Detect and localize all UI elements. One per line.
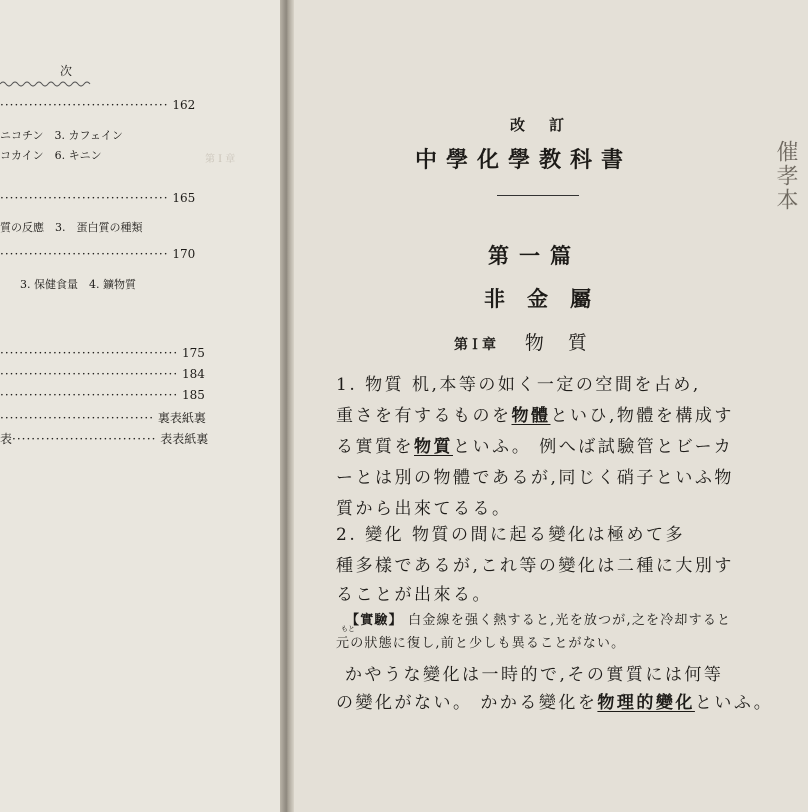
experiment-line: 【實驗】 白金線を强く熱すると,光を放つが,之を冷却すると bbox=[346, 613, 732, 628]
book-gutter bbox=[280, 0, 294, 812]
toc-entry: ····································· 175 bbox=[0, 346, 205, 360]
paragraph-line: 質から出來てるる。 bbox=[336, 499, 512, 519]
revised-label: 改訂 bbox=[510, 116, 589, 134]
toc-entry: ····································· 184 bbox=[0, 367, 205, 381]
term-underlined: 物理的變化 bbox=[597, 693, 695, 713]
part-title: 非金屬 bbox=[484, 286, 613, 311]
toc-entry: ··································· 165 bbox=[0, 191, 196, 205]
handwritten-note: 催孝本 bbox=[773, 140, 798, 212]
chapter-title: 物質 bbox=[524, 332, 611, 354]
toc-entry: ··································· 162 bbox=[0, 98, 196, 112]
term-underlined: 物體 bbox=[511, 406, 551, 426]
paragraph-line: 種多樣であるが,これ等の變化は二種に大別す bbox=[336, 556, 734, 576]
wavy-divider bbox=[0, 80, 95, 88]
experiment-line: 元の狀態に復し,前と少しも異ることがない。 bbox=[336, 636, 626, 651]
title-rule bbox=[497, 195, 579, 196]
ruby-annotation: もと bbox=[341, 625, 355, 633]
paragraph-line: る實質を物質といふ。 例へば試驗管とビーカ bbox=[336, 437, 734, 457]
paragraph-line: の變化がない。 かかる變化を物理的變化といふ。 bbox=[336, 693, 774, 713]
toc-entry: 表······························ 表表紙裏 bbox=[0, 432, 209, 446]
toc-entry: ··································· 170 bbox=[0, 247, 196, 261]
bleed-through-text: 第 I 章 bbox=[205, 154, 236, 165]
toc-subentry: 質の反應 3. 蛋白質の種類 bbox=[0, 221, 143, 234]
chapter-label: 第Ｉ章 bbox=[454, 337, 496, 353]
left-page bbox=[0, 0, 280, 812]
experiment-label: 【實驗】 bbox=[346, 613, 403, 628]
toc-subentry: 3. 保健食量 4. 鑛物質 bbox=[20, 278, 136, 291]
book-title: 中學化學教科書 bbox=[415, 147, 633, 173]
chapter-heading bbox=[454, 328, 611, 355]
term-underlined: 物質 bbox=[414, 437, 453, 457]
part-heading: 第一篇 bbox=[488, 243, 581, 268]
toc-heading: 次 bbox=[60, 64, 75, 78]
paragraph-line: 1. 物質 机,本等の如く一定の空間を占め, bbox=[336, 375, 701, 395]
toc-entry: ································ 裏表紙裏 bbox=[0, 411, 206, 425]
paragraph-line: 2. 變化 物質の間に起る變化は極めて多 bbox=[336, 525, 686, 545]
paragraph-line: ることが出來る。 bbox=[336, 585, 492, 605]
paragraph-line: かやうな變化は一時的で,その實質には何等 bbox=[345, 665, 724, 685]
toc-subentry: コカイン 6. キニン bbox=[0, 149, 102, 162]
paragraph-line: ーとは別の物體であるが,同じく硝子といふ物 bbox=[336, 468, 734, 488]
toc-subentry: ニコチン 3. カフェイン bbox=[0, 129, 123, 142]
toc-entry: ····································· 185 bbox=[0, 388, 205, 402]
paragraph-line: 重さを有するものを物體といひ,物體を構成す bbox=[336, 406, 734, 426]
